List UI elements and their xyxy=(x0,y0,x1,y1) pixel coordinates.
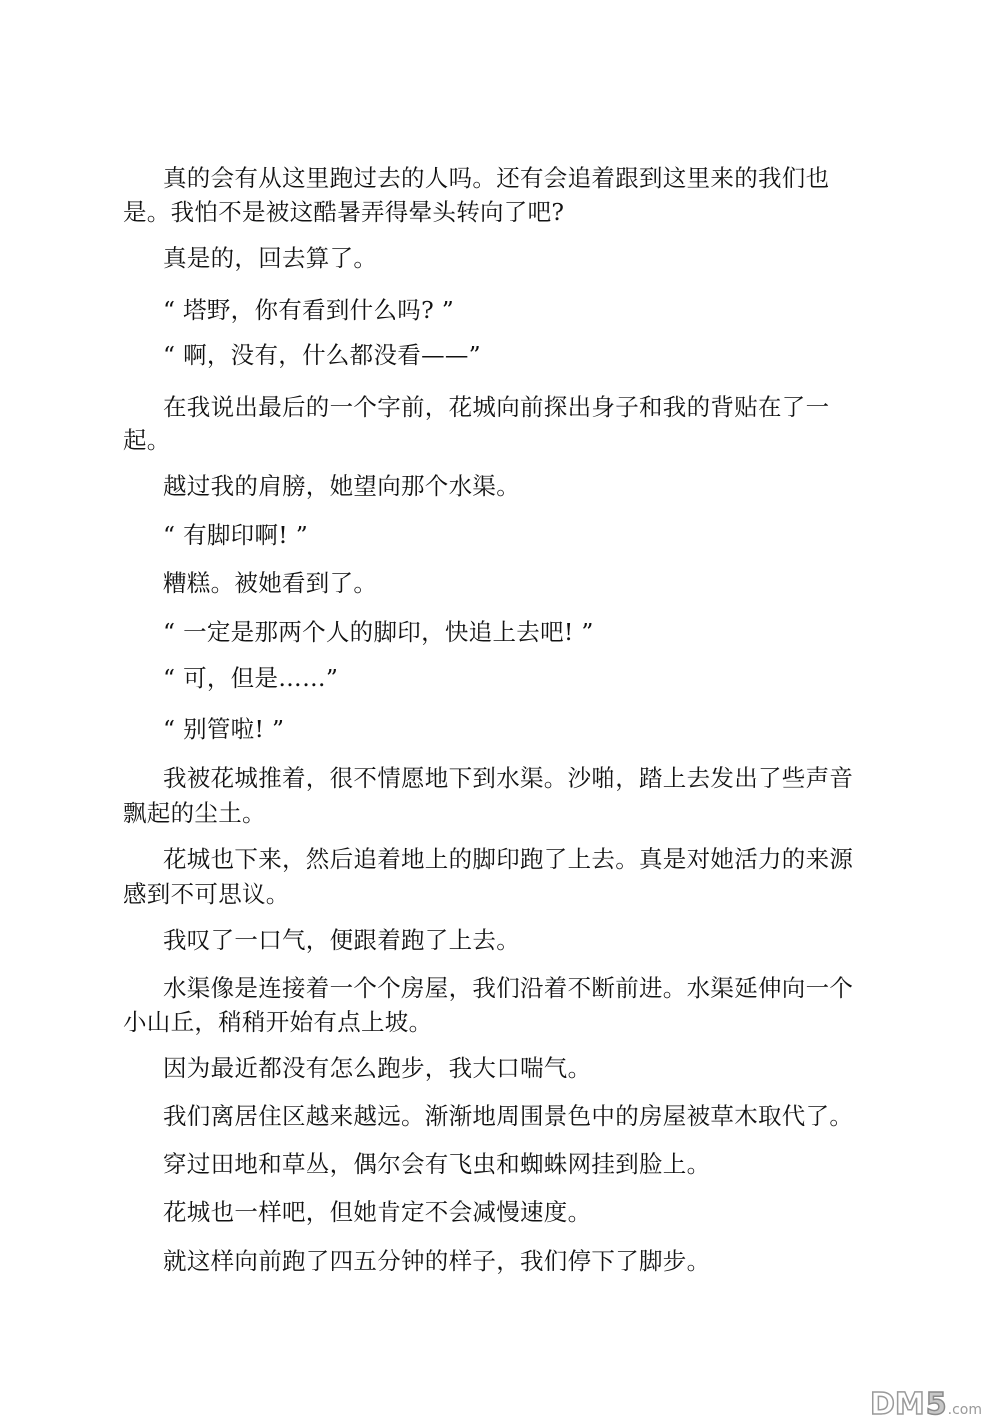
text-line: “ 别管啦! ” xyxy=(163,715,285,743)
text-line: 我叹了一口气，便跟着跑了上去。 xyxy=(163,926,520,954)
text-line: 花城也下来，然后追着地上的脚印跑了上去。真是对她活力的来源 xyxy=(163,845,854,873)
text-line: 我被花城推着，很不情愿地下到水渠。沙啪，踏上去发出了些声音 xyxy=(163,764,854,792)
text-line: “ 一定是那两个人的脚印，快追上去吧! ” xyxy=(163,618,594,646)
text-line: “ 塔野，你有看到什么吗? ” xyxy=(163,296,455,324)
text-line: “ 啊，没有，什么都没看——” xyxy=(163,341,481,369)
text-line: 真的会有从这里跑过去的人吗。还有会追着跟到这里来的我们也 xyxy=(163,164,830,192)
text-line: 飘起的尘土。 xyxy=(123,799,266,827)
text-line: 因为最近都没有怎么跑步，我大口喘气。 xyxy=(163,1054,592,1082)
watermark-domain: .com xyxy=(947,1402,982,1418)
text-line: “ 有脚印啊! ” xyxy=(163,521,309,549)
text-line: 水渠像是连接着一个个房屋，我们沿着不断前进。水渠延伸向一个 xyxy=(163,974,854,1002)
watermark-text: DM xyxy=(870,1387,925,1422)
text-line: 真是的，回去算了。 xyxy=(163,244,378,272)
text-line: 小山丘，稍稍开始有点上坡。 xyxy=(123,1008,433,1036)
text-line: 起。 xyxy=(123,426,171,454)
text-line: 糟糕。被她看到了。 xyxy=(163,569,378,597)
text-line: 就这样向前跑了四五分钟的样子，我们停下了脚步。 xyxy=(163,1247,711,1275)
watermark-logo xyxy=(870,1387,982,1422)
text-line: “ 可，但是……” xyxy=(163,664,339,692)
text-line: 穿过田地和草丛，偶尔会有飞虫和蜘蛛网挂到脸上。 xyxy=(163,1150,711,1178)
text-line: 花城也一样吧，但她肯定不会减慢速度。 xyxy=(163,1198,592,1226)
text-line: 是。我怕不是被这酷暑弄得晕头转向了吧? xyxy=(123,198,565,226)
text-line: 我们离居住区越来越远。渐渐地周围景色中的房屋被草木取代了。 xyxy=(163,1102,854,1130)
text-line: 在我说出最后的一个字前，花城向前探出身子和我的背贴在了一 xyxy=(163,393,830,421)
text-line: 感到不可思议。 xyxy=(123,880,290,908)
watermark-number: 5 xyxy=(925,1387,947,1422)
text-line: 越过我的肩膀，她望向那个水渠。 xyxy=(163,472,520,500)
